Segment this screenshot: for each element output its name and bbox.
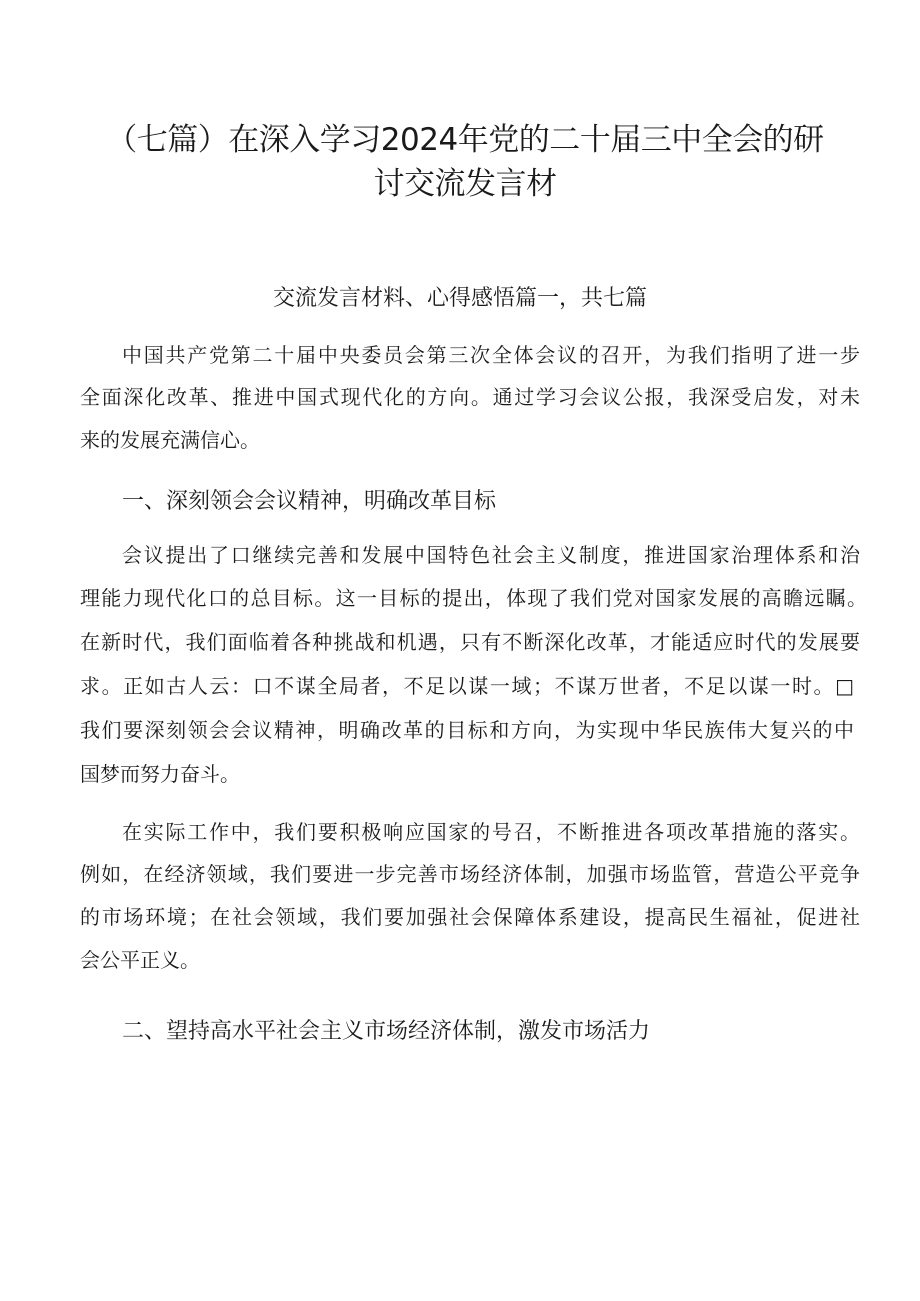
title-line-2: 讨交流发言材 (373, 166, 557, 202)
paragraph-line: 例如，在经济领域，我们要进一步完善市场经济体制，加强市场监管，营造公平竞争 (80, 862, 860, 886)
section-heading-1: 一、深刻领会会议精神，明确改革目标 (122, 489, 497, 514)
title-line-1: （七篇）在深入学习2024年党的二十届三中全会的研 (106, 122, 824, 158)
paragraph-line: 在实际工作中，我们要积极响应国家的号召，不断推进各项改革措施的落实。 (122, 820, 860, 844)
paragraph-line: 我们要深刻领会会议精神，明确改革的目标和方向，为实现中华民族伟大复兴的中 (80, 718, 854, 742)
paragraph-line: 中国共产党第二十届中央委员会第三次全体会议的召开，为我们指明了进一步 (122, 343, 860, 367)
paragraph-line: 求。正如古人云：口不谋全局者，不足以谋一域；不谋万世者，不足以谋一时。□ (80, 674, 854, 698)
paragraph-line: 理能力现代化口的总目标。这一目标的提出，体现了我们党对国家发展的高瞻远瞩。 (80, 586, 867, 610)
paragraph-line: 在新时代，我们面临着各种挑战和机遇，只有不断深化改革，才能适应时代的发展要 (80, 630, 860, 654)
paragraph-line: 来的发展充满信心。 (80, 428, 260, 452)
paragraph-line: 会议提出了口继续完善和发展中国特色社会主义制度，推进国家治理体系和治 (122, 543, 860, 567)
document-subtitle: 交流发言材料、心得感悟篇一，共七篇 (272, 286, 647, 311)
paragraph-line: 会公平正义。 (80, 948, 200, 972)
page-title (90, 118, 840, 206)
paragraph-line: 全面深化改革、推进中国式现代化的方向。通过学习会议公报，我深受启发，对未 (80, 385, 860, 409)
section-heading-2: 二、望持高水平社会主义市场经济体制，激发市场活力 (122, 1019, 651, 1044)
paragraph-line: 国梦而努力奋斗。 (80, 762, 240, 786)
paragraph-line: 的市场环境；在社会领域，我们要加强社会保障体系建设，提高民生福祉，促进社 (80, 905, 860, 929)
